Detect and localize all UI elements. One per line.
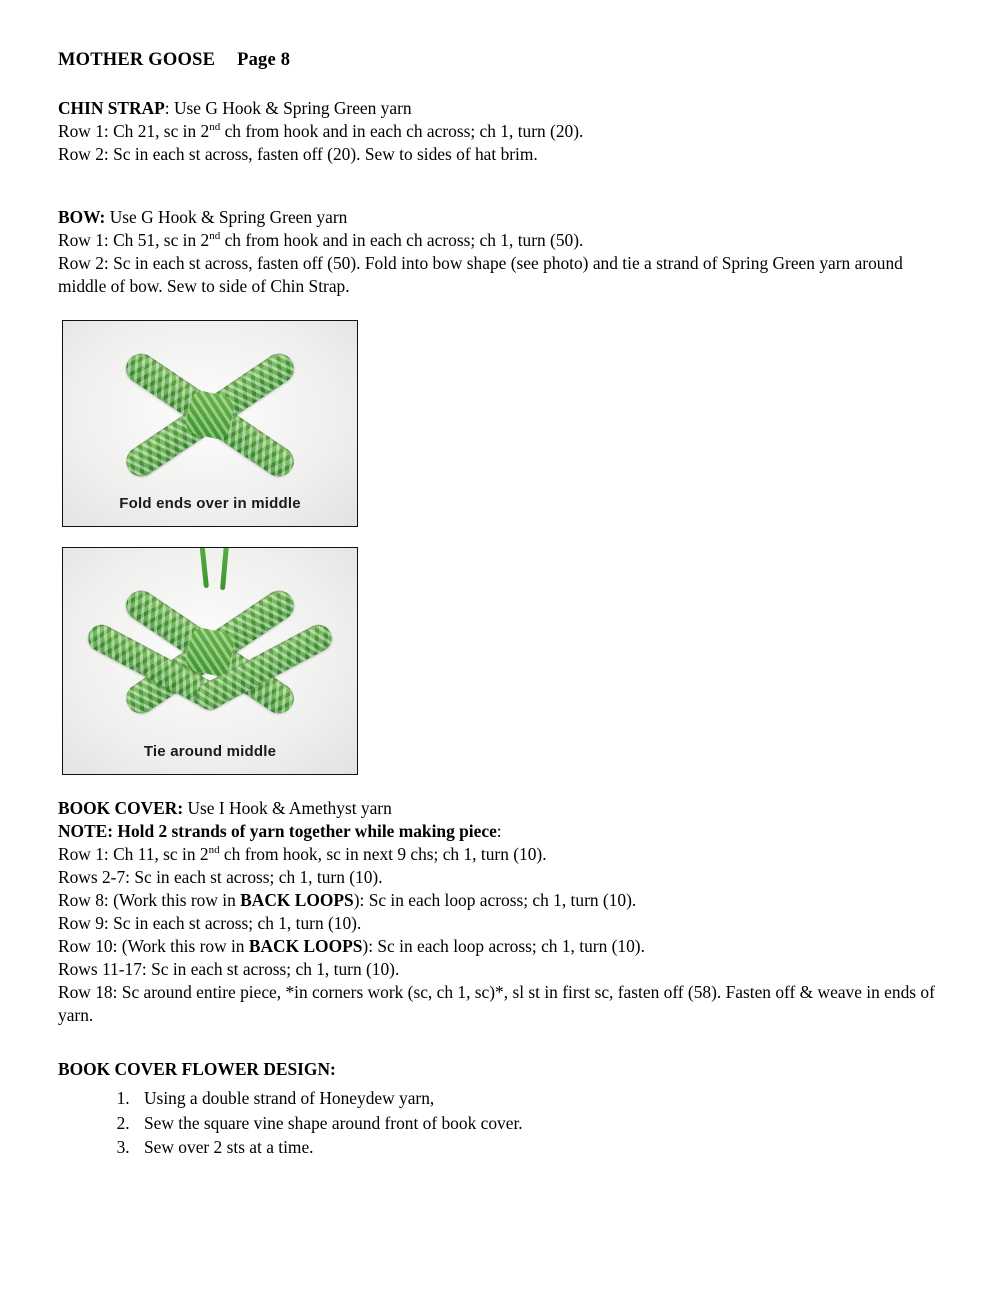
ordinal-suffix: nd bbox=[208, 843, 220, 856]
list-item: 2. Sew the square vine shape around front of book cover. bbox=[134, 1112, 948, 1135]
section-book-cover bbox=[58, 797, 948, 1027]
bow-heading-rest: Use G Hook & Spring Green yarn bbox=[105, 206, 348, 227]
page-header bbox=[58, 50, 948, 71]
ordinal-suffix: nd bbox=[209, 121, 221, 134]
document-title: MOTHER GOOSE bbox=[58, 50, 216, 70]
page-number-label: Page 8 bbox=[237, 50, 291, 70]
chin-strap-heading-line bbox=[58, 97, 948, 120]
bow-row-1: Row 1: Ch 51, sc in 2nd ch from hook and in each ch across; ch 1, turn (50). bbox=[58, 229, 584, 250]
flower-design-steps bbox=[58, 1087, 948, 1159]
photo-fold-ends bbox=[62, 320, 358, 527]
spacer bbox=[58, 775, 948, 797]
section-flower-design bbox=[58, 1058, 948, 1159]
section-chin-strap bbox=[58, 97, 948, 166]
book-cover-row-18: Row 18: Sc around entire piece, *in corners work (sc, ch 1, sc)*, sl st in first sc, fasten off (58). Fasten off & weave in ends of yarn. bbox=[58, 981, 940, 1025]
book-cover-row-9: Row 9: Sc in each st across; ch 1, turn (10). bbox=[58, 912, 362, 933]
book-cover-heading-line bbox=[58, 797, 948, 820]
bow-heading: BOW: bbox=[58, 206, 106, 227]
back-loops-emphasis: BACK LOOPS bbox=[248, 935, 363, 956]
photo-caption: Tie around middle bbox=[143, 742, 277, 760]
spacer bbox=[58, 1044, 948, 1058]
chin-strap-row-2: Row 2: Sc in each st across, fasten off (20). Sew to sides of hat brim. bbox=[58, 143, 538, 164]
book-cover-note-rest: : bbox=[496, 820, 502, 841]
photo-caption: Fold ends over in middle bbox=[119, 494, 301, 512]
flower-design-heading: BOOK COVER FLOWER DESIGN: bbox=[58, 1059, 336, 1080]
ordinal-suffix: nd bbox=[209, 230, 221, 243]
back-loops-emphasis: BACK LOOPS bbox=[240, 889, 354, 910]
book-cover-rows-2-7: Rows 2-7: Sc in each st across; ch 1, turn (10). bbox=[58, 866, 383, 887]
bow-heading-line bbox=[58, 206, 948, 229]
photo-tie-around bbox=[62, 547, 358, 775]
list-item: 1. Using a double strand of Honeydew yarn, bbox=[134, 1087, 948, 1110]
book-cover-rows-11-17: Rows 11-17: Sc in each st across; ch 1, turn (10). bbox=[58, 958, 400, 979]
chin-strap-row-1: Row 1: Ch 21, sc in 2nd ch from hook and in each ch across; ch 1, turn (20). bbox=[58, 120, 584, 141]
section-bow bbox=[58, 206, 948, 298]
book-cover-heading-rest: Use I Hook & Amethyst yarn bbox=[183, 797, 392, 818]
book-cover-row-1: Row 1: Ch 11, sc in 2nd ch from hook, sc in next 9 chs; ch 1, turn (10). bbox=[58, 843, 547, 864]
list-item: 3. Sew over 2 sts at a time. bbox=[134, 1136, 948, 1159]
chin-strap-heading: CHIN STRAP bbox=[58, 98, 165, 118]
spacer bbox=[58, 184, 948, 206]
book-cover-note: NOTE: Hold 2 strands of yarn together while making piece bbox=[58, 820, 497, 841]
book-cover-note-line bbox=[58, 820, 948, 843]
book-cover-row-10: Row 10: (Work this row in BACK LOOPS): Sc in each loop across; ch 1, turn (10). bbox=[58, 935, 645, 956]
book-cover-heading: BOOK COVER: bbox=[58, 797, 184, 818]
bow-row-2: Row 2: Sc in each st across, fasten off (50). Fold into bow shape (see photo) and tie a strand of Spring Green yarn around middle of bow. Sew to side of Chin Strap. bbox=[58, 252, 908, 296]
book-cover-row-8: Row 8: (Work this row in BACK LOOPS): Sc in each loop across; ch 1, turn (10). bbox=[58, 889, 637, 910]
page-content bbox=[58, 50, 948, 1178]
chin-strap-heading-rest: : Use G Hook & Spring Green yarn bbox=[164, 98, 412, 118]
